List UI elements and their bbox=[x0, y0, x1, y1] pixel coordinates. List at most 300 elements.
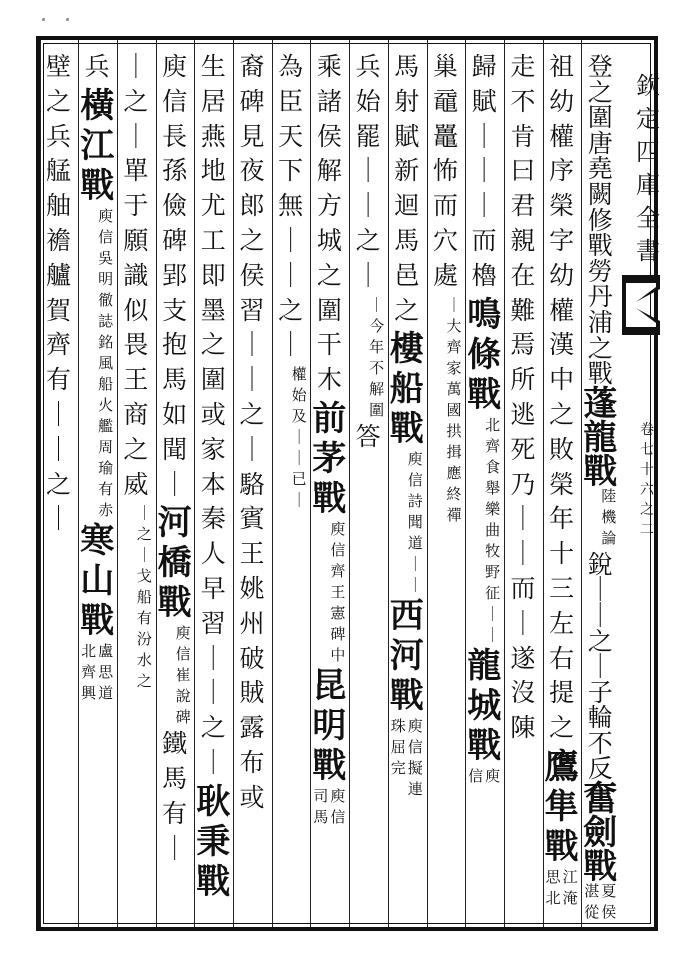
heading-char: 山 bbox=[80, 560, 115, 601]
annotation-char: 船 bbox=[98, 374, 114, 393]
annotation-char: 牧 bbox=[485, 541, 501, 560]
body-char: 迴 bbox=[394, 191, 420, 221]
body-char: 而 bbox=[510, 573, 536, 603]
scan-speck bbox=[66, 18, 69, 21]
body-char: ｜ bbox=[355, 156, 381, 186]
annotation-char: 瑜 bbox=[98, 458, 114, 477]
annotation-note bbox=[158, 626, 192, 731]
body-char: 或 bbox=[239, 782, 265, 812]
annotation-char: 說 bbox=[175, 687, 191, 706]
annotation-char: 明 bbox=[98, 269, 114, 288]
annotation-left bbox=[390, 719, 407, 803]
annotation-char: 碑 bbox=[175, 708, 191, 727]
body-char: ｜ bbox=[587, 575, 613, 605]
body-char: 長 bbox=[162, 121, 188, 151]
annotation-right bbox=[484, 415, 501, 649]
annotation-char: 擬 bbox=[407, 759, 423, 778]
body-char: 破 bbox=[239, 643, 265, 673]
body-char: 穴 bbox=[432, 225, 458, 255]
annotation-char: 從 bbox=[584, 903, 600, 922]
annotation-char: 終 bbox=[446, 484, 462, 503]
volume-label bbox=[640, 420, 654, 540]
body-char: 輪 bbox=[587, 703, 613, 733]
body-char: 處 bbox=[432, 260, 458, 290]
body-char: 州 bbox=[239, 608, 265, 638]
body-char: 乘 bbox=[316, 52, 342, 81]
annotation-right bbox=[484, 766, 501, 790]
body-char: 木 bbox=[316, 365, 342, 395]
text-column bbox=[507, 54, 539, 926]
body-char: 十 bbox=[549, 539, 575, 569]
heading-char: 橫 bbox=[80, 85, 115, 126]
body-char: ｜ bbox=[278, 330, 304, 360]
annotation-char: 征 bbox=[485, 583, 501, 602]
annotation-char: 風 bbox=[98, 353, 114, 372]
body-char: 之 bbox=[587, 333, 613, 363]
body-char: 信 bbox=[162, 86, 188, 116]
heading-char: 戰 bbox=[389, 409, 424, 450]
annotation-char: 周 bbox=[98, 437, 114, 456]
annotation-char: 不 bbox=[369, 358, 385, 377]
annotation-char: 有 bbox=[98, 479, 114, 498]
body-char: 襜 bbox=[45, 225, 71, 255]
body-char: 艋 bbox=[45, 156, 71, 186]
body-char: ｜ bbox=[200, 678, 226, 708]
body-char: 儉 bbox=[162, 191, 188, 221]
text-column bbox=[391, 54, 423, 926]
body-char: 三 bbox=[549, 573, 575, 603]
body-char: 兵 bbox=[45, 121, 71, 151]
body-char: 之 bbox=[549, 713, 575, 743]
body-char: 單 bbox=[123, 156, 149, 186]
body-char: 在 bbox=[510, 260, 536, 290]
body-char: ｜ bbox=[123, 52, 149, 81]
annotation-right bbox=[600, 486, 617, 552]
body-char: ｜ bbox=[278, 260, 304, 290]
column-rule bbox=[349, 40, 350, 927]
annotation-char: ｜ bbox=[291, 491, 307, 510]
annotation-char: 有 bbox=[136, 609, 152, 628]
annotation-char: 應 bbox=[446, 463, 462, 482]
annotation-char: 夏 bbox=[601, 882, 617, 901]
body-char: 不 bbox=[587, 728, 613, 758]
body-char: 敗 bbox=[549, 434, 575, 464]
body-char: ｜ bbox=[239, 434, 265, 464]
annotation-note bbox=[390, 719, 424, 803]
annotation-char: 信 bbox=[175, 645, 191, 664]
annotation-char: 家 bbox=[446, 358, 462, 377]
annotation-char: 道 bbox=[407, 534, 423, 553]
heading-char: 戰 bbox=[544, 826, 579, 867]
body-char: 不 bbox=[510, 86, 536, 116]
annotation-right bbox=[407, 719, 424, 803]
scan-speck bbox=[42, 18, 45, 21]
body-char: 解 bbox=[316, 156, 342, 186]
annotation-char: ｜ bbox=[485, 625, 501, 644]
body-char: 死 bbox=[510, 434, 536, 464]
annotation-char: 拱 bbox=[446, 421, 462, 440]
body-char: 新 bbox=[394, 156, 420, 186]
annotation-right bbox=[97, 641, 114, 707]
annotation-char: 崔 bbox=[175, 666, 191, 685]
body-char: 庾 bbox=[162, 52, 188, 81]
heading-char: 龍 bbox=[583, 417, 618, 458]
body-char: 駱 bbox=[239, 469, 265, 499]
annotation-char: 淹 bbox=[562, 888, 578, 907]
column-rule bbox=[504, 40, 505, 927]
annotation-right bbox=[600, 884, 617, 926]
text-column bbox=[430, 54, 462, 926]
body-char: 堯 bbox=[587, 154, 613, 184]
body-char: 中 bbox=[549, 365, 575, 395]
annotation-left bbox=[467, 766, 484, 790]
heading-char: 奮 bbox=[583, 779, 618, 820]
annotation-note bbox=[274, 367, 308, 514]
title-char: 全 bbox=[636, 204, 660, 232]
body-char: 舳 bbox=[45, 191, 71, 221]
annotation-note bbox=[351, 295, 385, 424]
body-char: 有 bbox=[45, 365, 71, 395]
column-rule bbox=[388, 40, 389, 927]
body-char: 逃 bbox=[510, 399, 536, 429]
annotation-char: 野 bbox=[485, 562, 501, 581]
body-char: 序 bbox=[549, 156, 575, 186]
annotation-char: 戈 bbox=[136, 567, 152, 586]
body-char: ｜ bbox=[510, 608, 536, 638]
annotation-char: 江 bbox=[562, 867, 578, 886]
body-char: 之 bbox=[45, 469, 71, 499]
body-char: 下 bbox=[278, 156, 304, 186]
annotation-char: 始 bbox=[291, 386, 307, 405]
annotation-note bbox=[429, 295, 463, 529]
body-char: 秦 bbox=[200, 504, 226, 534]
annotation-char: 湛 bbox=[584, 882, 600, 901]
body-char: 曰 bbox=[510, 156, 536, 186]
annotation-char: ｜ bbox=[407, 576, 423, 595]
volume-char: 十 bbox=[640, 462, 654, 478]
heading-char: 鳴 bbox=[467, 294, 502, 335]
body-char: 侯 bbox=[316, 121, 342, 151]
body-char: 榮 bbox=[549, 191, 575, 221]
heading-char: 鷹 bbox=[544, 746, 579, 787]
volume-char: 卷 bbox=[640, 422, 654, 438]
annotation-char: 興 bbox=[81, 683, 97, 702]
body-char: 君 bbox=[510, 191, 536, 221]
body-char: 或 bbox=[200, 399, 226, 429]
volume-char: 七 bbox=[640, 442, 654, 458]
annotation-char: 權 bbox=[291, 365, 307, 384]
heading-char: 河 bbox=[389, 636, 424, 677]
annotation-char: 王 bbox=[330, 582, 346, 601]
column-rule bbox=[233, 40, 234, 927]
volume-char: 六 bbox=[640, 482, 654, 498]
annotation-char: 庾 bbox=[485, 766, 501, 785]
body-char: 字 bbox=[549, 225, 575, 255]
body-char: 齊 bbox=[45, 330, 71, 360]
body-char: 願 bbox=[123, 225, 149, 255]
column-rule bbox=[465, 40, 466, 927]
annotation-right bbox=[97, 206, 114, 524]
heading-char: 龍 bbox=[467, 645, 502, 686]
annotation-char: 庾 bbox=[98, 206, 114, 225]
body-char: 鐵 bbox=[162, 729, 188, 759]
body-char: 圍 bbox=[200, 365, 226, 395]
annotation-char: 北 bbox=[545, 888, 561, 907]
body-char: 家 bbox=[200, 434, 226, 464]
annotation-char: 禪 bbox=[446, 505, 462, 524]
annotation-char: 水 bbox=[136, 651, 152, 670]
heading-char: 橋 bbox=[157, 543, 192, 584]
body-char: 射 bbox=[394, 86, 420, 116]
annotation-char: ｜ bbox=[485, 604, 501, 623]
body-char: 而 bbox=[432, 191, 458, 221]
heading-char: 昆 bbox=[312, 665, 347, 706]
annotation-char: 信 bbox=[468, 766, 484, 785]
body-char: 焉 bbox=[510, 330, 536, 360]
annotation-char: 舉 bbox=[485, 478, 501, 497]
annotation-char: 信 bbox=[407, 471, 423, 490]
body-char: 兵 bbox=[355, 52, 381, 81]
heading-char: 明 bbox=[312, 705, 347, 746]
text-column bbox=[43, 54, 75, 926]
body-char: 郎 bbox=[239, 191, 265, 221]
annotation-char: ｜ bbox=[136, 504, 152, 523]
text-column bbox=[468, 54, 500, 926]
body-char: 郢 bbox=[162, 260, 188, 290]
body-char: 戰 bbox=[587, 359, 613, 389]
annotation-char: 曲 bbox=[485, 520, 501, 539]
body-char: 之 bbox=[278, 295, 304, 325]
body-char: 反 bbox=[587, 754, 613, 784]
body-char: 肯 bbox=[510, 121, 536, 151]
heading-char: 戰 bbox=[196, 861, 231, 902]
body-char: 之 bbox=[239, 399, 265, 429]
annotation-char: 機 bbox=[601, 507, 617, 526]
annotation-char: 信 bbox=[407, 738, 423, 757]
heading-char: 戰 bbox=[467, 374, 502, 415]
annotation-char: 北 bbox=[485, 415, 501, 434]
annotation-left bbox=[80, 209, 97, 524]
heading-char: 城 bbox=[467, 685, 502, 726]
heading-char: 戰 bbox=[80, 600, 115, 641]
body-char: ｜ bbox=[45, 504, 71, 534]
annotation-char: 艦 bbox=[98, 416, 114, 435]
heading-char: 秉 bbox=[196, 821, 231, 862]
body-char: 威 bbox=[123, 469, 149, 499]
body-char: 子 bbox=[587, 677, 613, 707]
body-char: 馬 bbox=[162, 764, 188, 794]
fish-tail-mark-icon bbox=[622, 275, 662, 335]
annotation-char: 汾 bbox=[136, 630, 152, 649]
text-column bbox=[584, 54, 616, 926]
body-char: 侯 bbox=[239, 260, 265, 290]
body-char: 裔 bbox=[239, 52, 265, 81]
annotation-char: 齊 bbox=[81, 662, 97, 681]
annotation-char: 之 bbox=[136, 672, 152, 691]
annotation-right bbox=[446, 295, 463, 529]
body-char: 諸 bbox=[316, 86, 342, 116]
text-column bbox=[120, 54, 152, 926]
body-char: 遂 bbox=[510, 643, 536, 673]
body-char: 賓 bbox=[239, 504, 265, 534]
body-char: 銳 bbox=[587, 549, 613, 579]
text-column bbox=[81, 54, 113, 926]
body-char: 居 bbox=[200, 86, 226, 116]
text-column bbox=[546, 54, 578, 926]
annotation-char: ｜ bbox=[369, 295, 385, 314]
annotation-right bbox=[407, 452, 424, 599]
body-char: 之 bbox=[355, 225, 381, 255]
body-char: 工 bbox=[200, 225, 226, 255]
body-char: ｜ bbox=[587, 600, 613, 630]
annotation-char: 大 bbox=[446, 316, 462, 335]
body-char: ｜ bbox=[510, 539, 536, 569]
heading-char: 戰 bbox=[467, 725, 502, 766]
annotation-note bbox=[467, 415, 501, 649]
annotation-note bbox=[312, 786, 346, 831]
annotation-note bbox=[312, 519, 346, 669]
body-char: 露 bbox=[239, 713, 265, 743]
body-char: 乃 bbox=[510, 469, 536, 499]
annotation-char: 司 bbox=[313, 786, 329, 805]
annotation-left bbox=[351, 298, 368, 424]
heading-char: 前 bbox=[312, 398, 347, 439]
body-char: ｜ bbox=[45, 399, 71, 429]
body-char: 唐 bbox=[587, 128, 613, 158]
annotation-right bbox=[329, 519, 346, 669]
body-char: 巢 bbox=[432, 52, 458, 81]
body-char: 無 bbox=[278, 191, 304, 221]
annotation-note bbox=[583, 884, 617, 926]
annotation-right bbox=[562, 867, 579, 912]
text-column bbox=[197, 54, 229, 926]
body-char: 為 bbox=[278, 52, 304, 81]
body-char: 圍 bbox=[316, 295, 342, 325]
annotation-char: 食 bbox=[485, 457, 501, 476]
body-char: 幼 bbox=[549, 86, 575, 116]
body-char: 丹 bbox=[587, 282, 613, 312]
body-char: 習 bbox=[200, 608, 226, 638]
body-char: 支 bbox=[162, 295, 188, 325]
annotation-left bbox=[583, 489, 600, 552]
annotation-char: 火 bbox=[98, 395, 114, 414]
column-rule bbox=[427, 40, 428, 927]
body-char: ｜ bbox=[471, 121, 497, 151]
annotation-left bbox=[312, 786, 329, 831]
annotation-char: 萬 bbox=[446, 379, 462, 398]
annotation-char: ｜ bbox=[446, 295, 462, 314]
body-char: 畏 bbox=[123, 330, 149, 360]
body-char: 登 bbox=[587, 52, 613, 81]
body-char: 壁 bbox=[45, 52, 71, 81]
body-char: 習 bbox=[239, 295, 265, 325]
body-char: 左 bbox=[549, 608, 575, 638]
annotation-char: 憲 bbox=[330, 603, 346, 622]
body-char: 聞 bbox=[162, 434, 188, 464]
body-char: 之 bbox=[45, 86, 71, 116]
body-char: 之 bbox=[587, 77, 613, 107]
annotation-char: 中 bbox=[330, 645, 346, 664]
body-char: 城 bbox=[316, 225, 342, 255]
body-char: 于 bbox=[123, 191, 149, 221]
body-char: 兵 bbox=[84, 52, 110, 81]
heading-char: 船 bbox=[389, 369, 424, 410]
annotation-left bbox=[467, 418, 484, 649]
body-char: ｜ bbox=[123, 121, 149, 151]
annotation-char: 信 bbox=[330, 540, 346, 559]
annotation-char: 庾 bbox=[175, 624, 191, 643]
annotation-char: 完 bbox=[390, 759, 406, 778]
annotation-char: 思 bbox=[98, 662, 114, 681]
body-char: 怖 bbox=[432, 156, 458, 186]
body-char: ｜ bbox=[162, 469, 188, 499]
annotation-left bbox=[545, 867, 562, 912]
body-char: 權 bbox=[549, 295, 575, 325]
annotation-char: 今 bbox=[369, 316, 385, 335]
annotation-char: ｜ bbox=[136, 546, 152, 565]
body-char: 布 bbox=[239, 747, 265, 777]
title-char: 四 bbox=[636, 138, 660, 166]
annotation-char: ｜ bbox=[291, 428, 307, 447]
annotation-left bbox=[312, 522, 329, 669]
body-char: 姚 bbox=[239, 573, 265, 603]
body-char: 圍 bbox=[587, 103, 613, 133]
heading-char: 戰 bbox=[312, 478, 347, 519]
annotation-char: 船 bbox=[136, 588, 152, 607]
body-char: 本 bbox=[200, 469, 226, 499]
body-char: 修 bbox=[587, 205, 613, 235]
body-char: 權 bbox=[549, 121, 575, 151]
body-char: 有 bbox=[162, 798, 188, 828]
body-char: 王 bbox=[123, 365, 149, 395]
body-char: 賦 bbox=[471, 86, 497, 116]
heading-char: 劍 bbox=[583, 813, 618, 854]
annotation-char: 齊 bbox=[330, 561, 346, 580]
annotation-char: 赤 bbox=[98, 500, 114, 519]
heading-char: 戰 bbox=[157, 583, 192, 624]
body-char: 早 bbox=[200, 573, 226, 603]
body-char: ｜ bbox=[471, 191, 497, 221]
annotation-char: 庾 bbox=[330, 519, 346, 538]
annotation-char: ｜ bbox=[407, 555, 423, 574]
annotation-note bbox=[80, 206, 114, 524]
annotation-note bbox=[467, 766, 501, 790]
book-title bbox=[628, 70, 668, 268]
column-rule bbox=[40, 40, 41, 927]
annotation-left bbox=[274, 367, 291, 514]
body-char: 罷 bbox=[355, 121, 381, 151]
body-char: 臣 bbox=[278, 86, 304, 116]
body-char: 馬 bbox=[394, 52, 420, 81]
body-char: 識 bbox=[123, 260, 149, 290]
annotation-char: 道 bbox=[98, 683, 114, 702]
body-char: 見 bbox=[239, 121, 265, 151]
body-char: ｜ bbox=[355, 191, 381, 221]
annotation-left bbox=[80, 641, 97, 707]
body-char: ｜ bbox=[200, 747, 226, 777]
annotation-char: 盧 bbox=[98, 641, 114, 660]
body-char: 賊 bbox=[239, 678, 265, 708]
body-char: 闕 bbox=[587, 179, 613, 209]
body-char: 如 bbox=[162, 399, 188, 429]
annotation-char: 馬 bbox=[313, 807, 329, 826]
body-char: 而 bbox=[471, 225, 497, 255]
annotation-char: ｜ bbox=[291, 449, 307, 468]
annotation-char: 信 bbox=[330, 807, 346, 826]
body-char: 碑 bbox=[239, 86, 265, 116]
annotation-note bbox=[390, 452, 424, 599]
title-char: 定 bbox=[636, 105, 660, 133]
